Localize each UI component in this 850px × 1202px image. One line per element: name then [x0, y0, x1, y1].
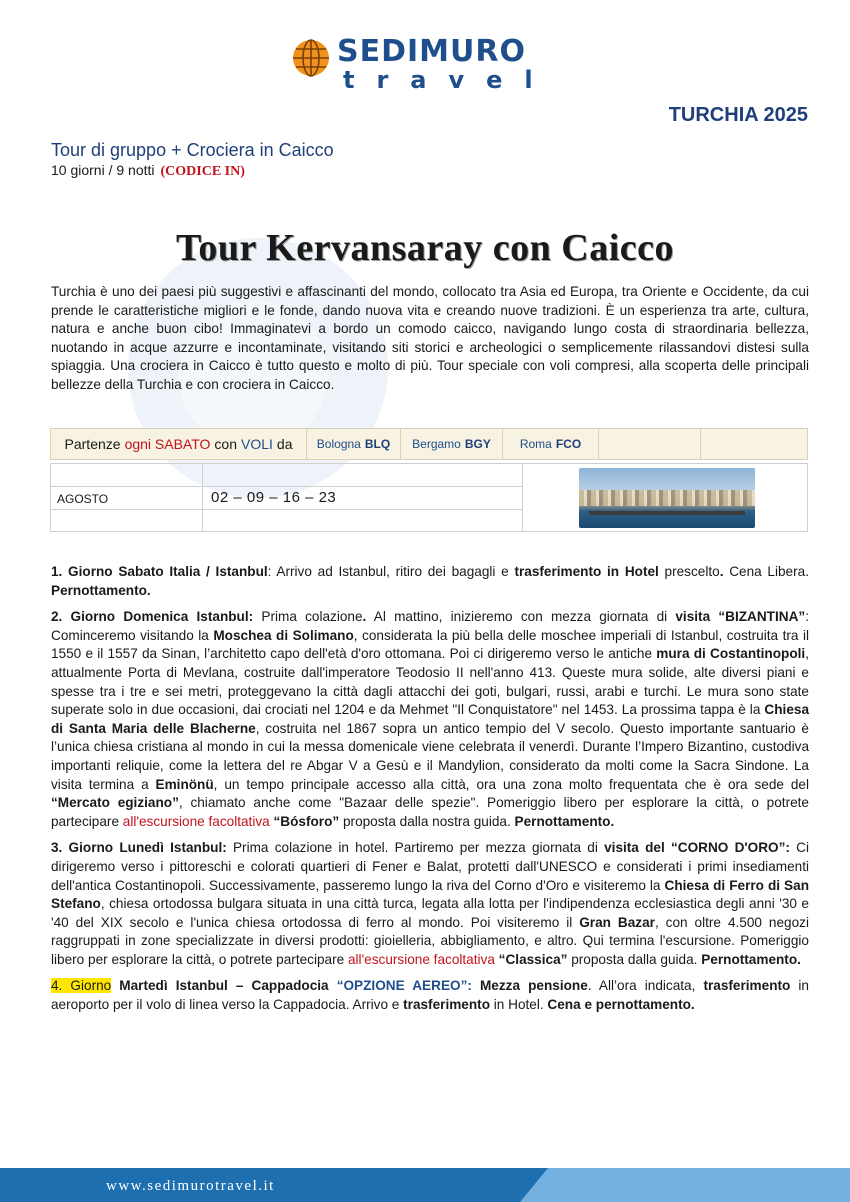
itinerary-day-2: [51, 608, 809, 831]
day-highlight: Pernottamento.: [701, 951, 801, 967]
dates-days: 02 – 09 – 16 – 23: [211, 489, 337, 506]
departures-label: Partenze: [64, 436, 121, 452]
logo-sub: travel: [343, 66, 555, 94]
day-highlight: Mezza pensione: [471, 978, 588, 994]
tour-code: (CODICE IN): [160, 164, 245, 179]
footer-bar: [0, 1168, 850, 1202]
city-code: BGY: [464, 437, 491, 451]
day-highlight: visita del “CORNO D'ORO”:: [604, 840, 790, 856]
footer-accent: [520, 1168, 850, 1202]
itinerary-day-1: [51, 563, 809, 600]
empty-cell: [599, 429, 701, 459]
day-title: 2. Giorno Domenica Istanbul:: [51, 609, 254, 625]
day-title-highlighted: 4. Giorno: [51, 978, 112, 994]
day-text: proposta dalla nostra guida.: [339, 813, 515, 829]
day-text: Prima colazione in hotel. Partiremo per mezza giornata di: [226, 840, 605, 856]
city-name: Bologna: [316, 437, 361, 451]
day-text: Ci dirigeremo verso i pittoreschi e colorati quartieri di Fener e Balat, protetti dall'UNESCO e considerati i primi insediamenti dell'antica Costantinopoli. Successivamente, passeremo lungo la riva del Corno d'Oro e visiteremo la: [51, 840, 809, 893]
day-text: , un tempo principale accesso alla città, ora una zona molto frequentata che è ora sede del: [213, 776, 809, 792]
day-highlight: .: [719, 564, 724, 579]
day-highlight: mura di Costantinopoli: [656, 646, 806, 662]
row-divider: [51, 486, 523, 487]
day-text: , costruita nel 1867 sopra un antico tempio del V secolo. Questo importante santuario è l’unica chiesa cristiana al mondo in cui la messa domenicale viene celebrata il venerdì. Durante l’Impero Bizantino, custodiva importanti reliquie, come la lettera del re Abgar V a Gesù e il Mandylion, considerato da molti come la Sacra Sindone. La visita termina a: [51, 720, 809, 792]
departures-day: ogni SABATO: [124, 436, 211, 452]
row-divider: [51, 509, 523, 510]
day-title: 3. Giorno Lunedì Istanbul:: [51, 840, 227, 856]
logo-brand: SEDIMURO: [337, 34, 526, 69]
city-code: BLQ: [364, 437, 391, 451]
optional-excursion: all'escursione facoltativa: [122, 813, 270, 829]
day-highlight: Pernottamento.: [514, 813, 615, 829]
day-highlight: Eminönü: [155, 776, 214, 792]
departures-with: con: [214, 436, 237, 452]
city-name: Roma: [519, 437, 552, 451]
day-title: Martedì Istanbul – Cappadocia: [111, 978, 337, 994]
day-highlight: “Bósforo”: [273, 813, 340, 829]
city-name: Bergamo: [412, 437, 461, 451]
option-label: “OPZIONE AEREO”:: [336, 978, 472, 994]
city-code: FCO: [555, 437, 582, 451]
day-title: 1. Giorno Sabato Italia / Istanbul: [51, 564, 268, 579]
day-highlight: trasferimento: [403, 997, 490, 1013]
departure-city-bologna: [307, 429, 401, 459]
day-text: Prima colazione: [253, 609, 363, 625]
dates-table: [50, 463, 808, 532]
departures-from: da: [276, 436, 293, 452]
itinerary-day-3: [51, 839, 809, 969]
globe-icon: [291, 38, 331, 78]
itinerary: [51, 563, 809, 1023]
itinerary-day-4: [51, 977, 809, 1014]
dates-month: AGOSTO: [57, 492, 109, 506]
day-highlight: trasferimento: [703, 978, 791, 994]
day-highlight: visita “BIZANTINA”: [675, 609, 806, 625]
tour-type: Tour di gruppo + Crociera in Caicco: [51, 140, 334, 160]
day-highlight: “Mercato egiziano”: [51, 795, 179, 811]
day-highlight: Moschea di Solimano: [213, 627, 354, 643]
day-text: , chiamato anche come "Bazaar delle spezie". Pomeriggio libero per esplorare la città, o potrete partecipare: [51, 795, 809, 829]
day-highlight: Pernottamento.: [51, 582, 151, 598]
day-text: Al mattino, inizieremo con mezza giornata di: [366, 609, 676, 625]
departure-city-bergamo: [401, 429, 503, 459]
day-text: , attualmente Porta di Mevlana, costruite dall'imperatore Teodosio II nell'anno 413. Queste mura solide, alte diversi piani e spesse tra i tre e sei metri, proteggevano la città dagli attacchi dei goti, bulgari, russi, arabi e turchi. Le mura sono state superate solo in due occasioni, dai crociati nel 1204 e da Mehmet "Il Conquistatore" nel 1453. La prossima tappa è la: [51, 646, 809, 718]
day-text: prescelto: [658, 564, 720, 579]
day-highlight: .: [362, 609, 367, 625]
day-highlight: Chiesa di Ferro di San Stefano: [51, 877, 809, 912]
day-text: proposta dalla guida.: [567, 951, 702, 967]
brand-logo[interactable]: [291, 34, 591, 94]
day-text: in aeroporto per il volo di linea verso la Cappadocia. Arrivo e: [51, 978, 809, 1013]
day-highlight: Gran Bazar: [579, 914, 655, 930]
intro-paragraph: Turchia è uno dei paesi più suggestivi e affascinanti del mondo, collocato tra Asia ed Europa, tra Oriente e Occidente, da cui prende le caratteristiche migliori e le fonde, dando nuova vita e creando nuove tradizioni. È un esperienza tra arte, cultura, natura e anche buon cibo! Immaginatevi a bordo un comodo caicco, navigando lungo costa di straordinaria bellezza, nuotando in acque azzurre e incontaminate, visitando siti storici e archeologici o semplicemente rilassandovi distesi sulla spiaggia. Una crociera in Caicco è tutto questo e molto di più. Tour speciale con voli compresi, alla scoperta delle principali bellezze della Turchia e con crociera in Caicco.: [51, 284, 809, 392]
day-text: . All’ora indicata,: [587, 978, 704, 994]
day-text: , considerata la più bella delle moschee imperiali di Istanbul, costruita tra il 1550 e il 1557 da Sinan, l’architetto capo dell'età d'oro ottomana. Poi ci dirigeremo verso le antiche: [51, 627, 810, 662]
empty-cell: [701, 429, 807, 459]
istanbul-photo: [579, 468, 755, 528]
day-highlight: Cena e pernottamento.: [547, 997, 695, 1013]
photo-skyline: [579, 490, 755, 506]
page-title: Tour Kervansaray con Caicco: [176, 227, 674, 269]
day-text: Cena Libera.: [723, 564, 809, 579]
day-highlight: Chiesa di Santa Maria delle Blacherne: [51, 702, 809, 736]
day-text: , con oltre 4.500 negozi raggruppati in zone specializzate in diversi prodotti: gioielleria, abbigliamento, e altro. Qui termina l'escursione. Pomeriggio libero per esplorare la città, o potrete partecipare: [51, 914, 809, 967]
day-text: : Arrivo ad Istanbul, ritiro dei bagagli e: [267, 564, 515, 579]
duration: [51, 162, 245, 180]
departures-flights: VOLI: [241, 436, 273, 452]
departures-lead: [51, 429, 307, 459]
optional-excursion: all'escursione facoltativa: [347, 951, 495, 967]
duration-text: 10 giorni / 9 notti: [51, 162, 155, 178]
day-text: , chiesa ortodossa bulgara situata in una città turca, legata alla lotta per l'indipendenza ecclesiastica degli anni '30 e '40 del XIX secolo e l'unica chiesa ortodossa di ferro al mondo. Poi visiteremo il: [51, 896, 809, 930]
footer-website-link[interactable]: www.sedimurotravel.it: [106, 1178, 275, 1194]
departures-bar: [50, 428, 808, 460]
departure-city-roma: [503, 429, 599, 459]
day-text: : Cominceremo visitando la: [51, 609, 809, 643]
day-highlight: “Classica”: [498, 951, 568, 967]
day-text: in Hotel.: [490, 997, 548, 1013]
photo-bridge: [589, 511, 745, 515]
day-highlight: trasferimento in Hotel: [514, 564, 659, 579]
country-year: TURCHIA 2025: [668, 104, 808, 126]
